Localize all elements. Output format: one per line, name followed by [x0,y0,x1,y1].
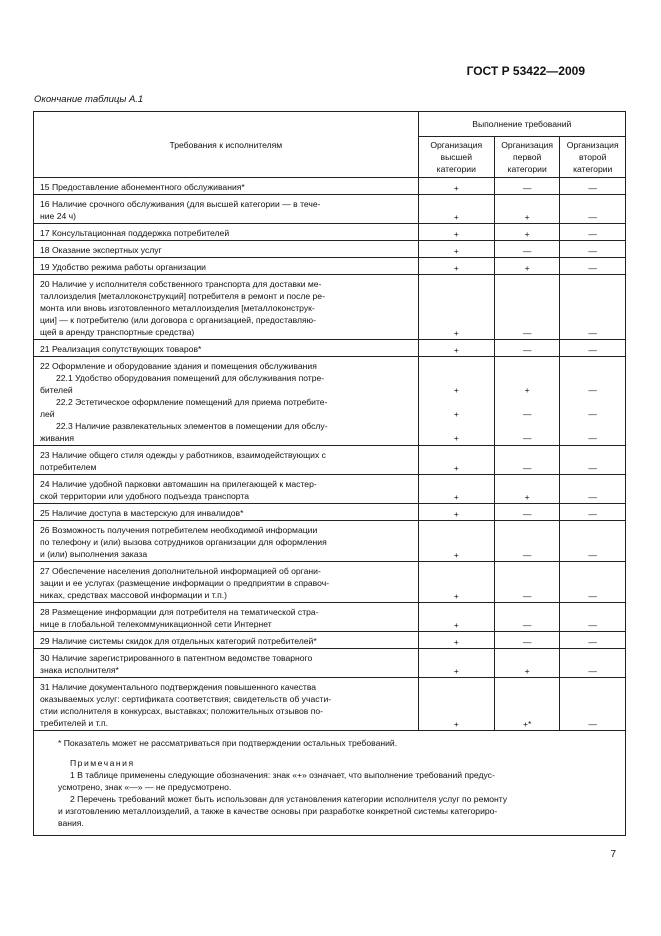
requirement-text: ской территории или удобного подъезда транспорта [40,491,249,501]
requirement-text: 20 Наличие у исполнителя собственного транспорта для доставки ме- [40,279,322,289]
mark-second: — [588,666,597,676]
header-category-second [560,137,626,178]
mark-highest-cell [418,475,494,504]
requirement-text: 18 Оказание экспертных услуг [40,245,162,255]
requirement-cell [34,504,419,521]
mark-first: — [522,550,532,560]
mark-second: — [588,620,597,630]
mark-highest-cell [418,632,494,649]
requirement-text: 29 Наличие системы скидок для отдельных категорий потребителей* [40,636,317,646]
mark-second-cell [560,340,626,357]
requirement-text: зации и ее услугах (размещение информации о предприятии в справоч- [40,578,330,588]
mark-second-cell [560,195,626,224]
mark-first: +* [522,719,532,729]
mark-second-cell [560,678,626,731]
document-standard-number: ГОСТ Р 53422—2009 [466,64,585,78]
requirement-cell [34,241,419,258]
mark-second-cell [560,504,626,521]
table-row [34,632,626,649]
requirements-table-body [34,178,626,731]
mark-second: — [588,229,597,239]
mark-first-cell [494,562,560,603]
requirement-cell [34,632,419,649]
mark-highest: + [453,591,459,601]
table-caption: Окончание таблицы А.1 [34,94,144,105]
mark-first-cell [494,357,560,446]
header-category-second-line: категории [573,164,613,174]
mark-first-cell [494,678,560,731]
mark-second: — [588,246,597,256]
mark-first-cell [494,504,560,521]
requirement-text: 23 Наличие общего стиля одежды у работников, взаимодействующих с [40,450,326,460]
header-category-second-line: второй [579,152,607,162]
requirement-text: щей в аренду транспортные средства) [40,327,195,337]
requirement-cell [34,562,419,603]
notes-row [34,731,626,836]
mark-first: + [524,385,530,395]
mark-second-cell [560,521,626,562]
mark-second-cell [560,649,626,678]
sub-requirement-text: лей [40,409,55,419]
mark-highest: + [453,183,459,193]
requirement-text: ние 24 ч) [40,211,76,221]
mark-second: — [588,263,597,273]
mark-highest-cell [418,224,494,241]
mark-second-cell [560,632,626,649]
header-category-second-line: Организация [566,140,619,150]
requirement-text: потребителем [40,462,97,472]
page-number: 7 [610,849,616,860]
mark-second-cell [560,224,626,241]
mark-second: — [588,433,597,443]
requirement-text: 17 Консультационная поддержка потребителей [40,228,230,238]
mark-highest: + [453,666,459,676]
mark-highest: + [453,385,459,395]
mark-second-cell [560,446,626,475]
mark-second: — [588,183,597,193]
mark-second: — [588,328,597,338]
mark-highest-cell [418,178,494,195]
mark-highest-cell [418,357,494,446]
requirement-cell [34,258,419,275]
mark-highest: + [453,463,459,473]
requirement-text: монта или вновь изготовленного металлоизделия [металлоконструк- [40,303,315,313]
requirement-text: 27 Обеспечение населения дополнительной информацией об органи- [40,566,321,576]
requirement-text: оказываемых услуг: сертификата соответствия; свидетельств об участи- [40,694,332,704]
mark-first: — [522,620,532,630]
mark-highest-cell [418,340,494,357]
mark-first: — [522,328,532,338]
table-row [34,258,626,275]
table-row [34,678,626,731]
mark-first-cell [494,340,560,357]
mark-second: — [588,550,597,560]
table-row [34,504,626,521]
mark-highest: + [453,719,459,729]
mark-highest-cell [418,562,494,603]
mark-highest: + [453,492,459,502]
table-row [34,521,626,562]
note-line: усмотрено, знак «—» — не предусмотрено. [58,782,232,792]
header-category-first-line: Организация [501,140,554,150]
mark-first: — [522,345,532,355]
requirement-text: и (или) выполнения заказа [40,549,148,559]
mark-highest: + [453,263,459,273]
mark-second: — [588,409,597,419]
mark-first-cell [494,241,560,258]
mark-first-cell [494,275,560,340]
requirement-text: требителей и т.п. [40,718,109,728]
mark-highest: + [453,550,459,560]
table-row [34,603,626,632]
mark-first: — [522,509,532,519]
mark-first: + [524,263,530,273]
mark-highest: + [453,620,459,630]
mark-second-cell [560,603,626,632]
requirement-text: 16 Наличие срочного обслуживания (для высшей категории — в тече- [40,199,321,209]
mark-highest-cell [418,678,494,731]
mark-first: — [522,246,532,256]
mark-first: + [524,666,530,676]
mark-highest: + [453,345,459,355]
requirement-text: 31 Наличие документального подтверждения повышенного качества [40,682,317,692]
note-line: 1 В таблице применены следующие обозначения: знак «+» означает, что выполнение требований предус- [70,770,495,780]
mark-second: — [588,637,597,647]
table-row [34,357,626,446]
mark-first-cell [494,475,560,504]
mark-second: — [588,591,597,601]
requirement-cell [34,678,419,731]
requirement-text: 30 Наличие зарегистрированного в патентном ведомстве товарного [40,653,313,663]
mark-highest: + [453,433,459,443]
mark-first: — [522,637,532,647]
table-row [34,224,626,241]
mark-highest-cell [418,241,494,258]
mark-second-cell [560,562,626,603]
mark-second-cell [560,258,626,275]
mark-first: + [524,492,530,502]
mark-first-cell [494,178,560,195]
table-notes [34,731,626,836]
requirement-text: никах, средствах массовой информации и т.п.) [40,590,228,600]
note-line: и изготовлению металлоизделий, а также в качестве основы при разработке конкретной системы категориро- [58,806,498,816]
requirement-text: ции] — к потребителю (или договора с организацией, предоставляю- [40,315,316,325]
requirements-table [33,111,626,836]
table-row [34,446,626,475]
requirement-text: 15 Предоставление абонементного обслуживания* [40,182,245,192]
requirement-cell [34,446,419,475]
mark-second-cell [560,178,626,195]
requirement-cell [34,224,419,241]
requirement-text: нице в глобальной телекоммуникационной сети Интернет [40,619,272,629]
header-category-first-line: первой [513,152,542,162]
sub-requirement-text: 22.3 Наличие развлекательных элементов в помещении для обслу- [56,421,328,431]
mark-first-cell [494,258,560,275]
requirement-text: стии исполнителя в конкурсах, выставках; положительных отзывов по- [40,706,324,716]
requirement-text: знака исполнителя* [40,665,119,675]
mark-first: — [522,409,532,419]
mark-highest-cell [418,603,494,632]
table-row [34,275,626,340]
requirements-table-frame [33,111,626,836]
requirement-text: 21 Реализация сопутствующих товаров* [40,344,202,354]
requirement-cell [34,340,419,357]
sub-requirement-text: 22.2 Эстетическое оформление помещений для приема потребите- [56,397,328,407]
header-category-highest-line: категории [436,164,476,174]
header-category-first [494,137,560,178]
mark-second: — [588,492,597,502]
requirement-cell [34,475,419,504]
mark-second: — [588,719,597,729]
mark-first-cell [494,224,560,241]
mark-first-cell [494,632,560,649]
requirement-cell [34,649,419,678]
requirement-text: 24 Наличие удобной парковки автомашин на прилегающей к мастер- [40,479,317,489]
mark-highest: + [453,509,459,519]
mark-first: — [522,433,532,443]
note-line: вания. [58,818,84,828]
requirement-cell [34,357,419,446]
header-category-highest [418,137,494,178]
requirement-text: 19 Удобство режима работы организации [40,262,206,272]
requirement-cell [34,275,419,340]
requirement-cell [34,521,419,562]
requirement-text: 22 Оформление и оборудование здания и помещения обслуживания [40,361,317,371]
mark-highest: + [453,246,459,256]
table-row [34,562,626,603]
mark-first-cell [494,649,560,678]
header-category-first-line: категории [507,164,547,174]
requirement-cell [34,195,419,224]
mark-second-cell [560,275,626,340]
mark-highest: + [453,637,459,647]
header-category-highest-line: высшей [440,152,473,162]
requirement-text: 25 Наличие доступа в мастерскую для инвалидов* [40,508,244,518]
mark-first: — [522,463,532,473]
mark-first-cell [494,603,560,632]
sub-requirement-text: 22.1 Удобство оборудования помещений для обслуживания потре- [56,373,325,383]
table-footnote: * Показатель может не рассматриваться при подтверждении остальных требований. [58,738,398,748]
requirement-text: 26 Возможность получения потребителем необходимой информации [40,525,318,535]
mark-highest: + [453,409,459,419]
mark-highest-cell [418,195,494,224]
mark-second-cell [560,241,626,258]
mark-highest: + [453,328,459,338]
mark-first-cell [494,195,560,224]
mark-second: — [588,385,597,395]
mark-first: + [524,212,530,222]
sub-requirement-text: живания [40,433,74,443]
table-row [34,475,626,504]
mark-highest-cell [418,649,494,678]
mark-second-cell [560,475,626,504]
header-category-highest-line: Организация [430,140,483,150]
mark-highest-cell [418,446,494,475]
sub-requirement-text: бителей [40,385,73,395]
table-row [34,178,626,195]
mark-first: — [522,183,532,193]
mark-highest-cell [418,504,494,521]
mark-highest-cell [418,275,494,340]
mark-second: — [588,509,597,519]
requirement-text: по телефону и (или) вызова сотрудников организации для оформления [40,537,327,547]
notes-title: Примечания [70,758,135,768]
requirement-cell [34,603,419,632]
mark-second: — [588,212,597,222]
mark-first: + [524,229,530,239]
mark-first: — [522,591,532,601]
mark-first-cell [494,521,560,562]
header-fulfillment: Выполнение требований [418,112,625,137]
mark-second: — [588,345,597,355]
requirement-text: 28 Размещение информации для потребителя на тематической стра- [40,607,319,617]
requirement-cell [34,178,419,195]
mark-highest: + [453,212,459,222]
requirement-text: таллоизделия [металлоконструкций] потребителя в ремонт и после ре- [40,291,325,301]
table-row [34,340,626,357]
mark-second-cell [560,357,626,446]
table-row [34,195,626,224]
mark-highest-cell [418,521,494,562]
mark-highest-cell [418,258,494,275]
note-line: 2 Перечень требований может быть использован для установления категории исполнителя услуг по ремонту [70,794,508,804]
mark-first-cell [494,446,560,475]
table-row [34,241,626,258]
table-row [34,649,626,678]
mark-highest: + [453,229,459,239]
header-requirements: Требования к исполнителям [34,112,419,178]
mark-second: — [588,463,597,473]
